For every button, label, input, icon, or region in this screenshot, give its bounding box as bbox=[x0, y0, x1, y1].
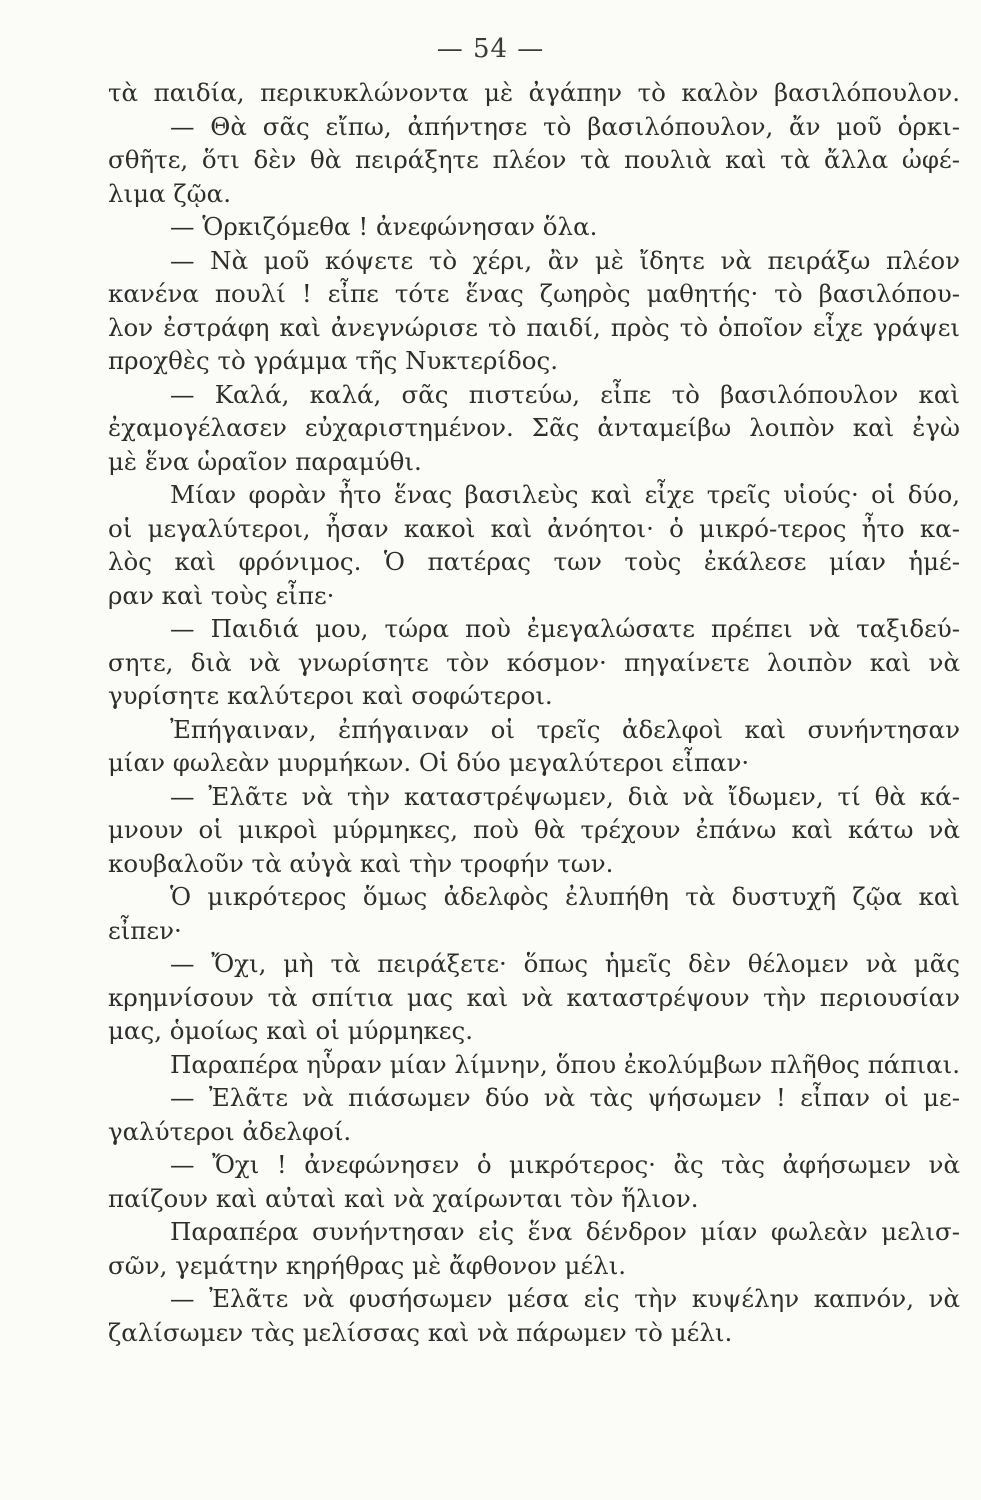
text-line: οἱ μεγαλύτεροι, ἦσαν κακοὶ καὶ ἀνόητοι· ὁ μικρό-τερος ἦτο κα- bbox=[108, 513, 960, 543]
text-line: ραν καὶ τοὺς εἶπε· bbox=[108, 580, 335, 610]
text-line: — Καλά, καλά, σᾶς πιστεύω, εἶπε τὸ βασιλόπουλον καὶ bbox=[170, 379, 960, 409]
text-line: ζαλίσωμεν τὰς μελίσσας καὶ νὰ πάρωμεν τὸ μέλι. bbox=[108, 1317, 733, 1347]
text-line: σητε, διὰ νὰ γνωρίσητε τὸν κόσμον· πηγαίνετε λοιπὸν καὶ νὰ bbox=[108, 647, 960, 677]
text-line: γυρίσητε καλύτεροι καὶ σοφώτεροι. bbox=[108, 681, 553, 710]
text-line: προχθὲς τὸ γράμμα τῆς Νυκτερίδος. bbox=[108, 346, 559, 375]
text-line: Παραπέρα συνήντησαν εἰς ἕνα δένδρον μίαν φωλεὰν μελισ- bbox=[170, 1217, 960, 1246]
text-line: μίαν φωλεὰν μυρμήκων. Οἱ δύο μεγαλύτεροι εἶπαν· bbox=[108, 748, 750, 777]
text-line: — Ὄχι, μὴ τὰ πειράξετε· ὅπως ἡμεῖς δὲν θέλομεν νὰ μᾶς bbox=[170, 949, 960, 978]
text-line: τὰ παιδία, περικυκλώνοντα μὲ ἀγάπην τὸ καλὸν βασιλόπουλον. bbox=[108, 78, 960, 107]
text-line: Μίαν φορὰν ἦτο ἕνας βασιλεὺς καὶ εἶχε τρεῖς υἱούς· οἱ δύο, bbox=[170, 480, 960, 509]
text-line: — Νὰ μοῦ κόψετε τὸ χέρι, ἂν μὲ ἴδητε νὰ πειράξω πλέον bbox=[170, 245, 960, 275]
text-line: κανένα πουλί ! εἶπε τότε ἕνας ζωηρὸς μαθητής· τὸ βασιλόπου- bbox=[108, 279, 960, 308]
text-line: — Ὁρκιζόμεθα ! ἀνεφώνησαν ὅλα. bbox=[170, 212, 598, 241]
text-line: μὲ ἕνα ὡραῖον παραμύθι. bbox=[108, 446, 422, 476]
text-line: — Θὰ σᾶς εἴπω, ἀπήντησε τὸ βασιλόπουλον, ἄν μοῦ ὁρκι- bbox=[170, 111, 960, 141]
text-line: ἐχαμογέλασεν εὐχαριστημένον. Σᾶς ἀνταμείβω λοιπὸν καὶ ἐγὼ bbox=[108, 413, 960, 442]
text-line: λον ἐστράφη καὶ ἀνεγνώρισε τὸ παιδί, πρὸς τὸ ὁποῖον εἶχε γράψει bbox=[108, 312, 960, 342]
text-line: — Ἐλᾶτε νὰ τὴν καταστρέψωμεν, διὰ νὰ ἴδωμεν, τί θὰ κά- bbox=[170, 781, 960, 811]
text-line: κρημνίσουν τὰ σπίτια μας καὶ νὰ καταστρέψουν τὴν περιουσίαν bbox=[108, 982, 960, 1012]
text-line: — Ἐλᾶτε νὰ φυσήσωμεν μέσα εἰς τὴν κυψέλην καπνόν, νὰ bbox=[170, 1284, 960, 1313]
page-number: — 54 — bbox=[436, 34, 545, 64]
text-line: σῶν, γεμάτην κηρήθρας μὲ ἄφθονον μέλι. bbox=[108, 1250, 627, 1280]
body-text bbox=[108, 76, 960, 1349]
text-line: — Ἐλᾶτε νὰ πιάσωμεν δύο νὰ τὰς ψήσωμεν ! εἶπαν οἱ με- bbox=[170, 1083, 960, 1112]
text-line: λὸς καὶ φρόνιμος. Ὁ πατέρας των τοὺς ἐκάλεσε μίαν ἡμέ- bbox=[108, 547, 960, 576]
text-line: σθῆτε, ὅτι δὲν θὰ πειράξητε πλέον τὰ πουλιὰ καὶ τὰ ἄλλα ὠφέ- bbox=[108, 145, 960, 174]
text-line: κουβαλοῦν τὰ αὐγὰ καὶ τὴν τροφήν των. bbox=[108, 848, 614, 878]
text-line: εἶπεν· bbox=[108, 915, 182, 945]
text-line: λιμα ζῷα. bbox=[108, 178, 231, 208]
text-line: Ὁ μικρότερος ὅμως ἀδελφὸς ἐλυπήθη τὰ δυστυχῆ ζῷα καὶ bbox=[170, 882, 960, 911]
text-line: γαλύτεροι ἀδελφοί. bbox=[108, 1116, 352, 1146]
text-line: μας, ὁμοίως καὶ οἱ μύρμηκες. bbox=[108, 1016, 474, 1045]
text-line: Παραπέρα ηὗραν μίαν λίμνην, ὅπου ἐκολύμβων πλῆθος πάπιαι. bbox=[170, 1049, 960, 1079]
text-line: μνουν οἱ μικροὶ μύρμηκες, ποὺ θὰ τρέχουν ἐπάνω καὶ κάτω νὰ bbox=[108, 815, 960, 844]
text-line: Ἐπήγαιναν, ἐπήγαιναν οἱ τρεῖς ἀδελφοὶ καὶ συνήντησαν bbox=[170, 714, 960, 744]
text-line: — Παιδιά μου, τώρα ποὺ ἐμεγαλώσατε πρέπει νὰ ταξιδεύ- bbox=[170, 614, 960, 643]
text-line: παίζουν καὶ αὐταὶ καὶ νὰ χαίρωνται τὸν ἥλιον. bbox=[108, 1183, 699, 1213]
text-line: — Ὄχι ! ἀνεφώνησεν ὁ μικρότερος· ἂς τὰς ἀφήσωμεν νὰ bbox=[170, 1150, 960, 1179]
